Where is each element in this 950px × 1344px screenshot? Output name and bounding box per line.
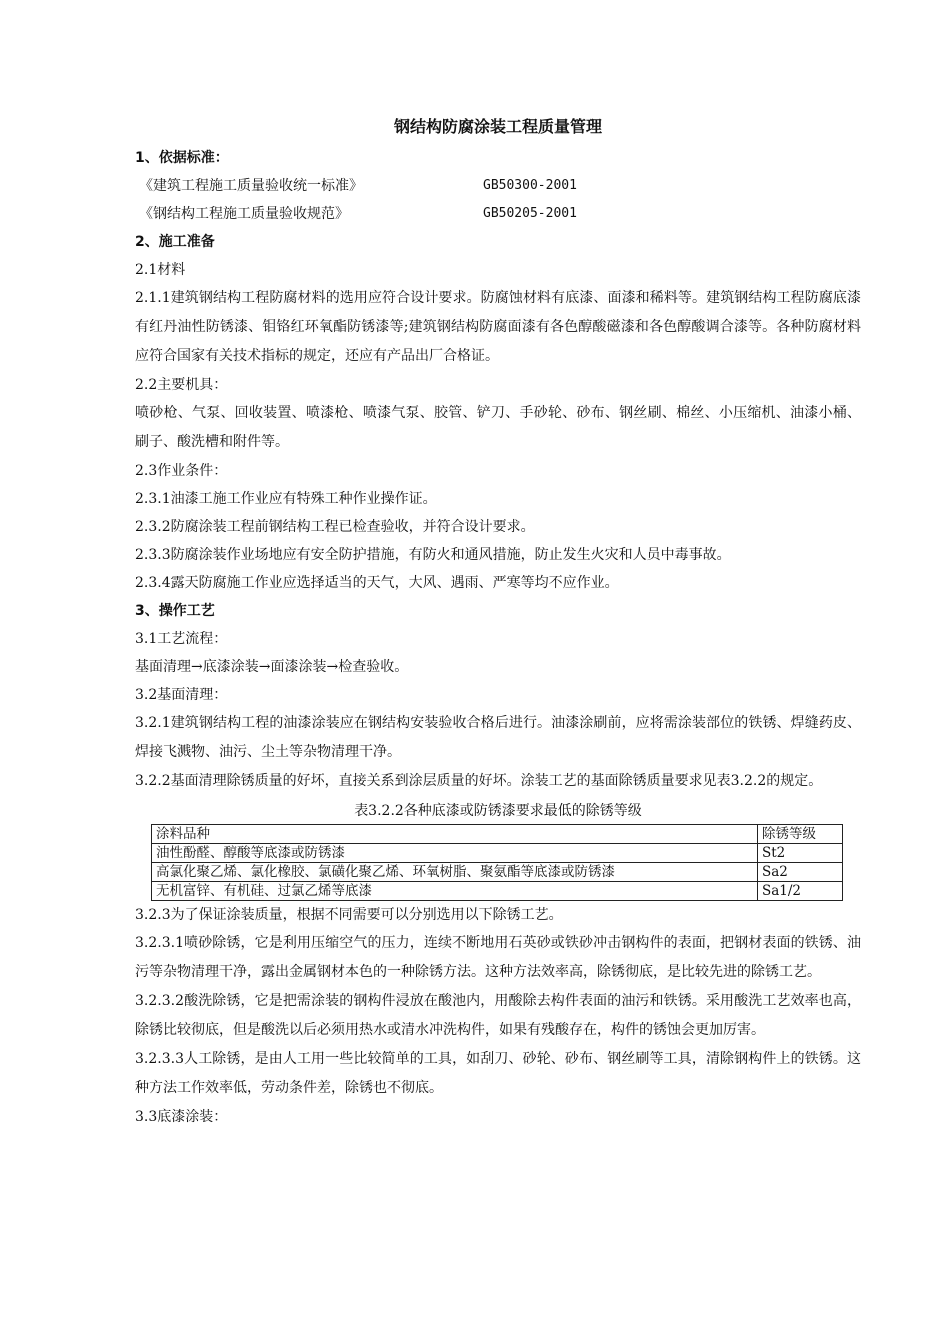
paragraph-3-2-1: 3.2.1建筑钢结构工程的油漆涂装应在钢结构安装验收合格后进行。油漆涂刷前，应将需涂装部位的铁锈、焊缝药皮、焊接飞溅物、油污、尘土等杂物清理干净。 xyxy=(135,715,861,760)
subheading-3-1: 3.1工艺流程： xyxy=(135,631,228,647)
subheading-2-3: 2.3作业条件： xyxy=(135,463,228,479)
subheading-2-2: 2.2主要机具： xyxy=(135,377,228,393)
table-cell: 无机富锌、有机硅、过氯乙烯等底漆 xyxy=(152,882,758,901)
table-cell: 高氯化聚乙烯、氯化橡胶、氯磺化聚乙烯、环氧树脂、聚氨酯等底漆或防锈漆 xyxy=(152,863,758,882)
standard-item xyxy=(135,172,861,200)
paragraph-3-2-2: 3.2.2基面清理除锈质量的好坏，直接关系到涂层质量的好坏。涂装工艺的基面除锈质量要求见表3.2.2的规定。 xyxy=(135,773,823,789)
rust-removal-table xyxy=(151,824,843,901)
subheading-3-3: 3.3底漆涂装： xyxy=(135,1109,228,1125)
standard-item xyxy=(135,200,861,228)
standard-name: 《钢结构工程施工质量验收规范》 xyxy=(139,206,349,222)
table-header-row xyxy=(152,825,843,844)
standard-code: GB50205-2001 xyxy=(483,206,577,221)
section-3-heading: 3、操作工艺 xyxy=(135,603,215,619)
table-cell: 油性酚醛、醇酸等底漆或防锈漆 xyxy=(152,844,758,863)
document-page xyxy=(135,112,861,1131)
paragraph-3-2-3-2: 3.2.3.2酸洗除锈，它是把需涂装的钢构件浸放在酸池内，用酸除去构件表面的油污和铁锈。采用酸洗工艺效率也高，除锈比较彻底，但是酸洗以后必须用热水或清水冲洗构件，如果有残酸存在，构件的锈蚀会更加厉害。 xyxy=(135,993,861,1038)
subheading-3-2: 3.2基面清理： xyxy=(135,687,228,703)
table-header-cell: 除锈等级 xyxy=(758,825,843,844)
subheading-2-1: 2.1材料 xyxy=(135,262,186,278)
standard-code: GB50300-2001 xyxy=(483,178,577,193)
paragraph-2-3-4: 2.3.4露天防腐施工作业应选择适当的天气，大风、遇雨、严寒等均不应作业。 xyxy=(135,575,619,591)
paragraph-3-2-3-1: 3.2.3.1喷砂除锈，它是利用压缩空气的压力，连续不断地用石英砂或铁砂冲击钢构件的表面，把钢材表面的铁锈、油污等杂物清理干净，露出金属钢材本色的一种除锈方法。这种方法效率高，除锈彻底，是比较先进的除锈工艺。 xyxy=(135,935,861,980)
table-row xyxy=(152,863,843,882)
standard-name: 《建筑工程施工质量验收统一标准》 xyxy=(139,178,363,194)
document-title: 钢结构防腐涂装工程质量管理 xyxy=(393,117,602,136)
table-cell: Sa2 xyxy=(758,863,843,882)
table-caption: 表3.2.2各种底漆或防锈漆要求最低的除锈等级 xyxy=(354,803,642,819)
paragraph-2-1-1: 2.1.1建筑钢结构工程防腐材料的选用应符合设计要求。防腐蚀材料有底漆、面漆和稀料等。建筑钢结构工程防腐底漆有红丹油性防锈漆、钼铬红环氧酯防锈漆等;建筑钢结构防腐面漆有各色醇酸磁漆和各色醇酸调合漆等。各种防腐材料应符合国家有关技术指标的规定，还应有产品出厂合格证。 xyxy=(135,290,861,364)
table-row xyxy=(152,844,843,863)
paragraph-3-2-3-3: 3.2.3.3人工除锈，是由人工用一些比较简单的工具，如刮刀、砂轮、砂布、钢丝刷等工具，清除钢构件上的铁锈。这种方法工作效率低，劳动条件差，除锈也不彻底。 xyxy=(135,1051,861,1096)
table-header-cell: 涂料品种 xyxy=(152,825,758,844)
table-cell: Sa1/2 xyxy=(758,882,843,901)
paragraph-3-2-3: 3.2.3为了保证涂装质量，根据不同需要可以分别选用以下除锈工艺。 xyxy=(135,907,563,923)
section-2-heading: 2、施工准备 xyxy=(135,234,215,250)
paragraph-2-3-3: 2.3.3防腐涂装作业场地应有安全防护措施，有防火和通风措施，防止发生火灾和人员中毒事故。 xyxy=(135,547,731,563)
section-1-heading: 1、依据标准： xyxy=(135,150,229,166)
table-cell: St2 xyxy=(758,844,843,863)
paragraph-3-1-flow: 基面清理→底漆涂装→面漆涂装→检查验收。 xyxy=(135,659,409,675)
paragraph-2-2-tools: 喷砂枪、气泵、回收装置、喷漆枪、喷漆气泵、胶管、铲刀、手砂轮、砂布、钢丝刷、棉丝、小压缩机、油漆小桶、刷子、酸洗槽和附件等。 xyxy=(135,405,861,450)
table-row xyxy=(152,882,843,901)
paragraph-2-3-1: 2.3.1油漆工施工作业应有特殊工种作业操作证。 xyxy=(135,491,437,507)
paragraph-2-3-2: 2.3.2防腐涂装工程前钢结构工程已检查验收，并符合设计要求。 xyxy=(135,519,535,535)
